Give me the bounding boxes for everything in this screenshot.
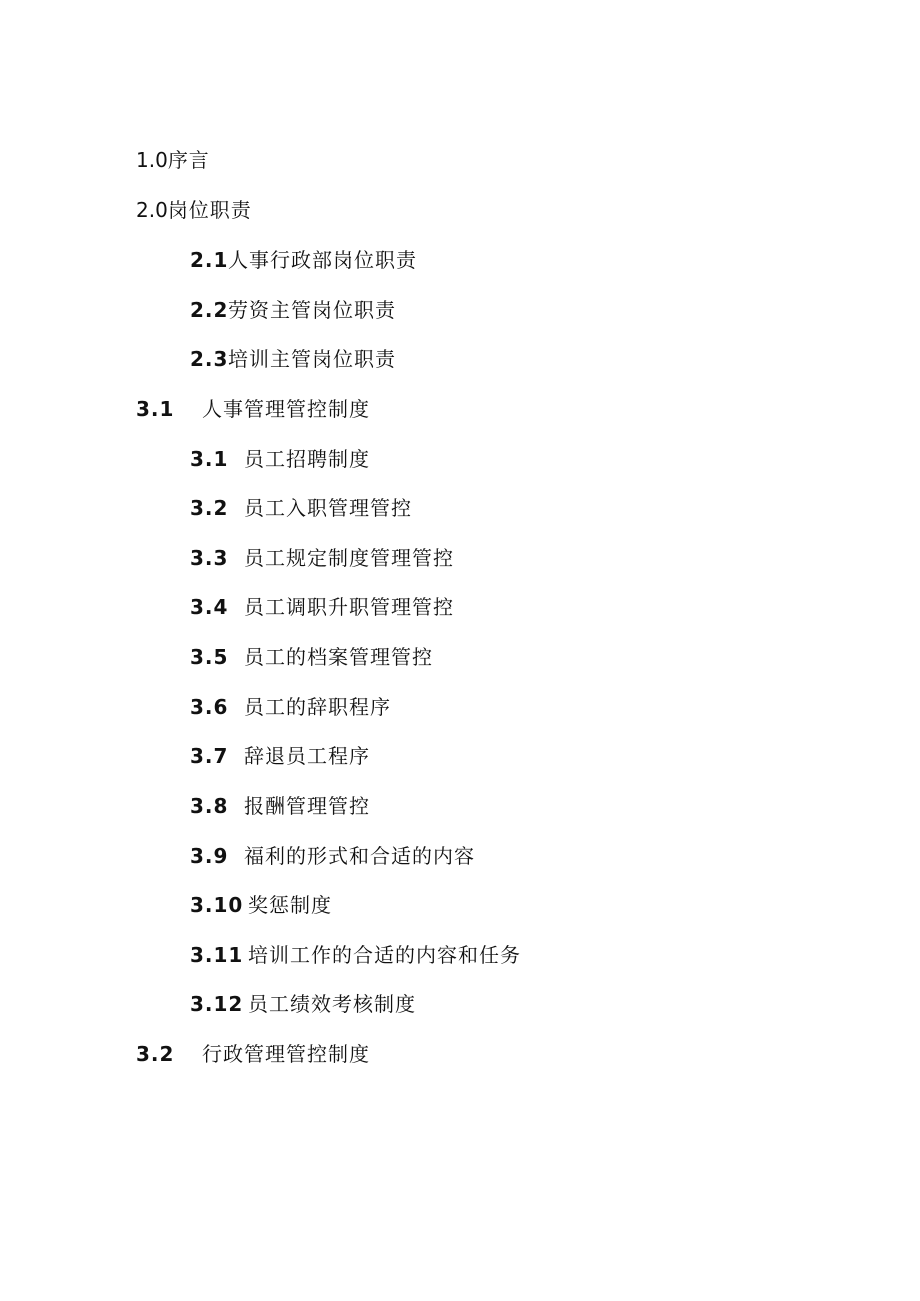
toc-entry-3-11[interactable]: [190, 939, 521, 971]
toc-number: 2.3: [190, 347, 229, 371]
toc-title: 员工的档案管理管控: [244, 645, 433, 669]
toc-title: 奖惩制度: [248, 893, 332, 917]
toc-title: 行政管理管控制度: [202, 1042, 370, 1066]
toc-title: 序言: [167, 148, 210, 172]
toc-number: 3.9: [190, 844, 229, 868]
toc-number: 3.11: [190, 943, 244, 967]
toc-number: 3.12: [190, 992, 244, 1016]
toc-entry-3-3[interactable]: [190, 542, 454, 574]
toc-title: 员工绩效考核制度: [248, 992, 416, 1016]
toc-title: 员工调职升职管理管控: [244, 595, 454, 619]
toc-title: 岗位职责: [167, 198, 252, 222]
toc-title: 福利的形式和合适的内容: [244, 844, 475, 868]
toc-entry-3-2-section[interactable]: [136, 1038, 370, 1070]
toc-entry-1-0[interactable]: [136, 144, 210, 176]
toc-number: 2.2: [190, 298, 229, 322]
toc-title: 员工招聘制度: [244, 447, 370, 471]
toc-entry-3-6[interactable]: [190, 691, 391, 723]
toc-title: 员工规定制度管理管控: [244, 546, 454, 570]
toc-number: 3.10: [190, 893, 244, 917]
toc-number: 3.1: [190, 447, 229, 471]
toc-title: 人事管理管控制度: [202, 397, 370, 421]
toc-entry-2-0[interactable]: [136, 194, 252, 226]
toc-number: 1.0: [136, 148, 168, 172]
toc-title: 员工入职管理管控: [244, 496, 412, 520]
toc-number: 3.2: [136, 1042, 175, 1066]
toc-title: 劳资主管岗位职责: [228, 298, 396, 322]
toc-title: 人事行政部岗位职责: [228, 248, 417, 272]
toc-entry-3-8[interactable]: [190, 790, 370, 822]
toc-number: 3.8: [190, 794, 229, 818]
toc-number: 3.4: [190, 595, 229, 619]
toc-number: 2.1: [190, 248, 229, 272]
toc-entry-3-4[interactable]: [190, 591, 454, 623]
toc-entry-3-5[interactable]: [190, 641, 433, 673]
toc-number: 3.6: [190, 695, 229, 719]
toc-entry-3-12[interactable]: [190, 988, 416, 1020]
toc-title: 员工的辞职程序: [244, 695, 391, 719]
toc-entry-3-1-section[interactable]: [136, 393, 370, 425]
toc-entry-3-7[interactable]: [190, 740, 370, 772]
toc-title: 辞退员工程序: [244, 744, 370, 768]
toc-entry-2-3[interactable]: [190, 343, 396, 375]
toc-number: 3.7: [190, 744, 229, 768]
toc-title: 报酬管理管控: [244, 794, 370, 818]
toc-number: 3.5: [190, 645, 229, 669]
toc-number: 3.3: [190, 546, 229, 570]
toc-entry-2-2[interactable]: [190, 294, 396, 326]
toc-title: 培训工作的合适的内容和任务: [248, 943, 521, 967]
toc-number: 3.2: [190, 496, 229, 520]
toc-entry-3-1[interactable]: [190, 443, 370, 475]
toc-title: 培训主管岗位职责: [228, 347, 396, 371]
toc-number: 3.1: [136, 397, 175, 421]
toc-entry-3-10[interactable]: [190, 889, 332, 921]
toc-number: 2.0: [136, 198, 168, 222]
toc-entry-3-2[interactable]: [190, 492, 412, 524]
toc-entry-2-1[interactable]: [190, 244, 417, 276]
toc-entry-3-9[interactable]: [190, 840, 475, 872]
